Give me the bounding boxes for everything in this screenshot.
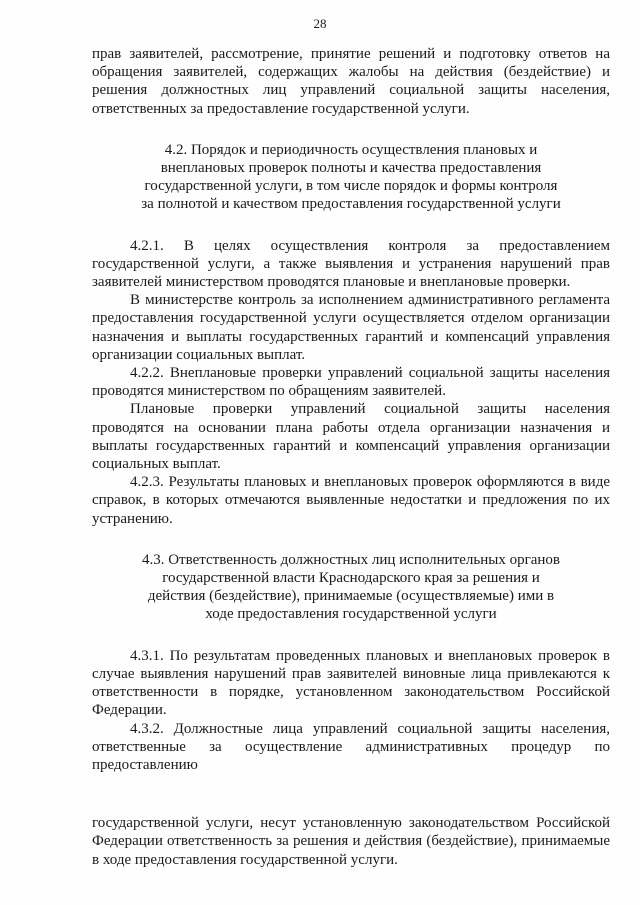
section-heading-4-3 — [92, 551, 610, 624]
paragraph-4-2-1: 4.2.1. В целях осуществления контроля за предоставлением государственной услуги, а также выявления и устранения нарушений прав заявителей министерством проводятся плановые и внеплановые проверки. — [92, 237, 610, 291]
document-body — [92, 45, 610, 869]
paragraph-4-2-2: 4.2.2. Внеплановые проверки управлений социальной защиты населения проводятся министерством по обращениям заявителей. — [92, 365, 610, 400]
paragraph: прав заявителей, рассмотрение, принятие решений и подготовку ответов на обращения заявителей, содержащих жалобы на действия (бездействие) и решения должностных лиц управлений социальной защиты населения, ответственных за предоставление государственной услуги. — [92, 46, 610, 117]
heading-line: 4.3. Ответственность должностных лиц исполнительных органов — [141, 551, 561, 568]
paragraph: В министерстве контроль за исполнением административного регламента предоставления государственной услуги осуществляется отделом организации назначения и выплаты государственных гарантий и компенсаций управления организации социальных выплат. — [92, 292, 610, 363]
heading-line: действия (бездействие), принимаемые (осуществляемые) ими в — [147, 588, 555, 605]
paragraph-4-2-3: 4.2.3. Результаты плановых и внеплановых проверок оформляются в виде справок, в которых отмечаются выявленные недостатки и предложения по их устранению. — [92, 474, 610, 527]
paragraph: Плановые проверки управлений социальной защиты населения проводятся на основании плана работы отдела организации назначения и выплаты государственных гарантий и компенсаций управления организации социальных выплат. — [92, 401, 610, 473]
paragraph-4-3-2: 4.3.2. Должностные лица управлений социальной защиты населения, ответственные за осуществление административных процедур по предоставлению — [92, 720, 610, 773]
page-gap — [92, 774, 610, 814]
heading-line: государственной власти Краснодарского края за решения и — [162, 570, 540, 587]
page-number: 28 — [313, 16, 327, 31]
heading-line: внеплановых проверок полноты и качества предоставления — [160, 160, 542, 177]
heading-line: ходе предоставления государственной услуги — [205, 606, 497, 623]
heading-line: государственной услуги, в том числе порядок и формы контроля — [144, 178, 558, 195]
heading-line: 4.2. Порядок и периодичность осуществления плановых и — [164, 141, 538, 158]
paragraph-4-3-1: 4.3.1. По результатам проведенных плановых и внеплановых проверок в случае выявления нарушений прав заявителей виновные лица привлекаются к ответственности в порядке, установленном законодательством Российской Федерации. — [92, 647, 610, 719]
paragraph: государственной услуги, несут установленную законодательством Российской Федерации ответственность за решения и действия (бездействие), принимаемые в ходе предоставления государственной услуги. — [92, 815, 610, 868]
section-heading-4-2 — [92, 141, 610, 214]
heading-line: за полнотой и качеством предоставления государственной услуги — [141, 196, 561, 213]
